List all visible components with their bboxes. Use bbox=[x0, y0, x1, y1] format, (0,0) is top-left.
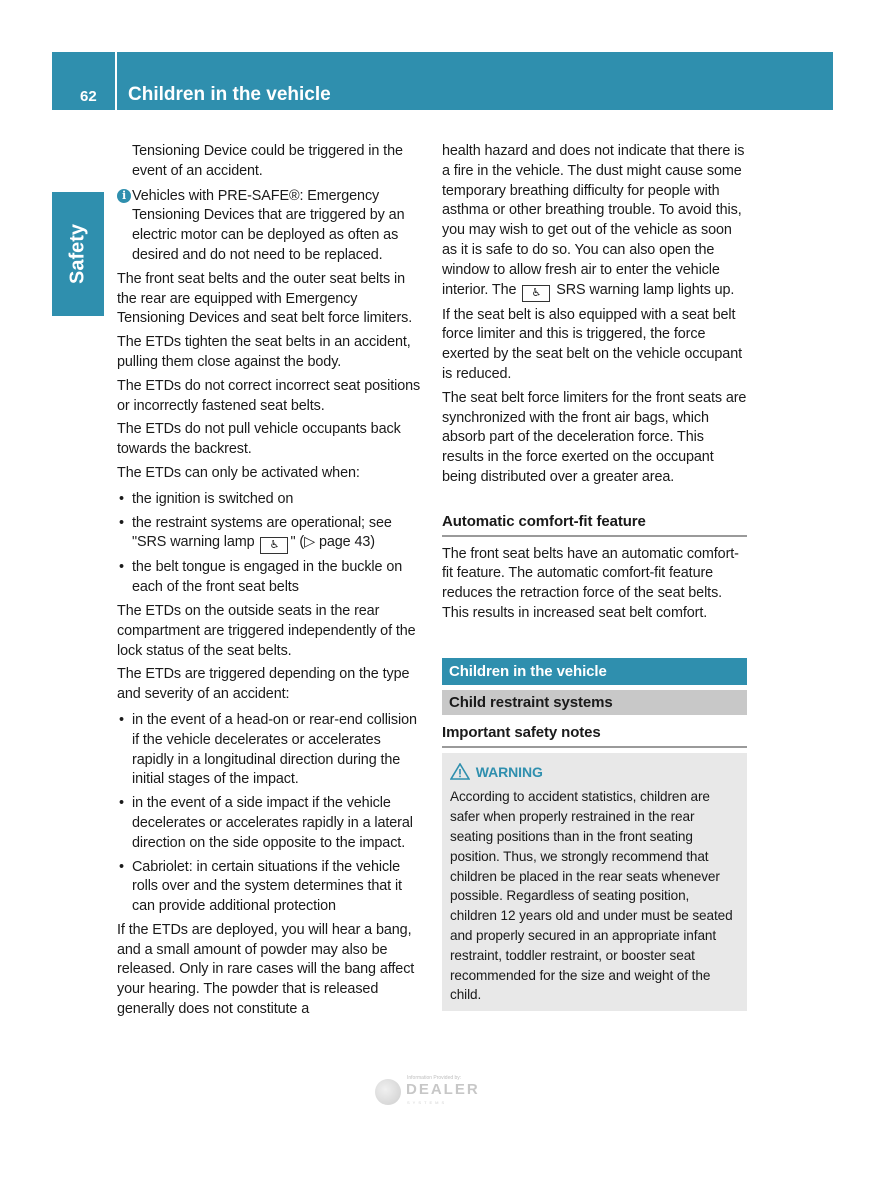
list-item: • the restraint systems are operational; see "SRS warning lamp ♿ " (▷ page 43) bbox=[117, 514, 425, 555]
info-note-text: Vehicles with PRE-SAFE®: Emergency Tensioning Devices that are triggered by an electric motor can be deployed as often as desired and do not need to be replaced. bbox=[132, 187, 405, 263]
section-heading-safety-notes: Important safety notes bbox=[442, 723, 747, 748]
watermark-logo-icon bbox=[375, 1079, 401, 1105]
activation-conditions-list bbox=[117, 490, 425, 598]
list-item: • the belt tongue is engaged in the buckle on each of the front seat belts bbox=[119, 559, 403, 596]
paragraph: The ETDs do not correct incorrect seat positions or incorrectly fastened seat belts. bbox=[117, 377, 421, 414]
paragraph: The seat belt force limiters for the front seats are synchronized with the front air bags, which absorb part of the deceleration force. This results in the force exerted on the occupant being distributed over a greater area. bbox=[442, 389, 747, 485]
info-icon: i bbox=[117, 189, 131, 203]
left-column bbox=[117, 142, 425, 1024]
right-column bbox=[442, 142, 747, 1011]
paragraph: If the ETDs are deployed, you will hear a bang, and a small amount of powder may also be released. Only in rare cases will the bang affect your hearing. The powder that is released generally does not constitute a bbox=[117, 921, 415, 1018]
srs-warning-lamp-icon: ♿ bbox=[260, 537, 288, 554]
warning-box bbox=[442, 753, 747, 1012]
header-divider bbox=[115, 52, 117, 110]
paragraph: The ETDs are triggered depending on the type and severity of an accident: bbox=[117, 666, 410, 703]
warning-heading: WARNING bbox=[450, 763, 739, 786]
paragraph: The front seat belts and the outer seat belts in the rear are equipped with Emergency Tensioning Devices and seat belt force limiters. bbox=[117, 270, 413, 327]
warning-triangle-icon bbox=[450, 763, 472, 786]
paragraph: The ETDs tighten the seat belts in an accident, pulling them close against the body. bbox=[117, 334, 411, 370]
paragraph: health hazard and does not indicate that there is a fire in the vehicle. The dust might cause some temporary breathing difficulty for people with asthma or other breathing trouble. To avoid this, you may wish to get out of the vehicle as soon as it is safe to do so. You can also open the window to allow fresh air to enter the vehicle interior. The ♿ SRS warning lamp lights up. bbox=[442, 142, 747, 302]
dealer-systems-watermark: Information Provided by: DEALER SYSTEMS bbox=[373, 1073, 503, 1109]
side-tab-label: Safety bbox=[66, 223, 89, 285]
trigger-conditions-list bbox=[117, 711, 425, 917]
list-item: • Cabriolet: in certain situations if the vehicle rolls over and the system determines that it can provide additional protection bbox=[119, 858, 402, 915]
srs-warning-lamp-icon: ♿ bbox=[522, 285, 550, 302]
list-item: • in the event of a head-on or rear-end collision if the vehicle decelerates or accelerates rapidly in a longitudinal direction during the initial stages of the impact. bbox=[119, 711, 417, 788]
warning-text: According to accident statistics, children are safer when properly restrained in the rear seating positions than in the front seating position. Thus, we strongly recommend that children be placed in the rear seats whenever possible. Regardless of seating position, children 12 years old and under must be seated and properly secured in an appropriate infant restraint, toddler restraint, or booster seat recommended for the size and weight of the child. bbox=[450, 789, 733, 1003]
paragraph: If the seat belt is also equipped with a seat belt force limiter and this is triggered, the force exerted by the seat belt on the vehicle occupant is reduced. bbox=[442, 306, 743, 382]
paragraph: The ETDs on the outside seats in the rear compartment are triggered independently of the lock status of the seat belts. bbox=[117, 602, 416, 659]
paragraph-continuation: Tensioning Device could be triggered in the event of an accident. bbox=[132, 143, 403, 179]
paragraph: The ETDs do not pull vehicle occupants back towards the backrest. bbox=[117, 421, 401, 458]
section-heading-comfort-fit: Automatic comfort-fit feature bbox=[442, 512, 747, 537]
page-number: 62 bbox=[80, 88, 97, 105]
list-item: • in the event of a side impact if the vehicle decelerates or accelerates rapidly in a lateral direction on the side opposite to the impact. bbox=[119, 795, 413, 851]
section-band-child-restraint: Child restraint systems bbox=[442, 690, 747, 715]
chapter-band-children: Children in the vehicle bbox=[442, 658, 747, 685]
info-note bbox=[117, 187, 425, 266]
paragraph: The ETDs can only be activated when: bbox=[117, 464, 360, 481]
page-title: Children in the vehicle bbox=[128, 84, 331, 105]
paragraph: The front seat belts have an automatic comfort-fit feature. The automatic comfort-fit feature reduces the retraction force of the seat belts. This results in increased seat belt comfort. bbox=[442, 545, 739, 621]
list-item: • the ignition is switched on bbox=[119, 490, 294, 507]
